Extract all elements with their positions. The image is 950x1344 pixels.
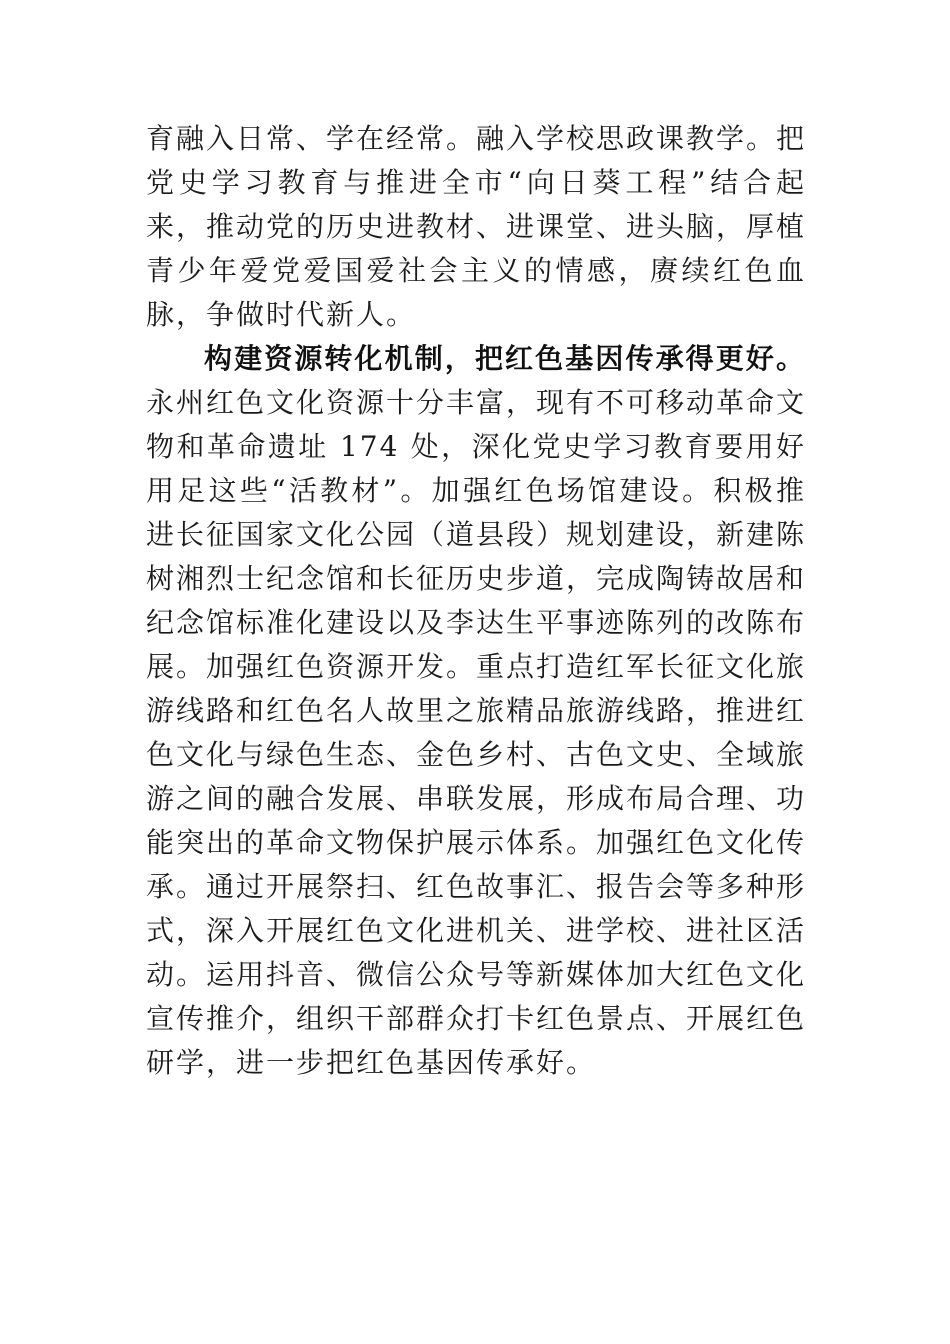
paragraph-1-text: 育融入日常、学在经常。融入学校思政课教学。把党史学习教育与推进全市“向日葵工程”结合起来，推动党的历史进教材、进课堂、进头脑，厚植青少年爱党爱国爱社会主义的情感，赓续红色血脉，争做时代新人。 <box>146 122 807 331</box>
paragraph-2-text: 永州红色文化资源十分丰富，现有不可移动革命文物和革命遗址 174 处，深化党史学习教育要用好用足这些“活教材”。加强红色场馆建设。积极推进长征国家文化公园（道县段）规划建设，新建陈树湘烈士纪念馆和长征历史步道，完成陶铸故居和纪念馆标准化建设以及李达生平事迹陈列的改陈布展。加强红色资源开发。重点打造红军长征文化旅游线路和红色名人故里之旅精品旅游线路，推进红色文化与绿色生态、金色乡村、古色文史、全域旅游之间的融合发展、串联发展，形成布局合理、功能突出的革命文物保护展示体系。加强红色文化传承。通过开展祭扫、红色故事汇、报告会等多种形式，深入开展红色文化进机关、进学校、进社区活动。运用抖音、微信公众号等新媒体加大红色文化宣传推介，组织干部群众打卡红色景点、开展红色研学，进一步把红色基因传承好。 <box>146 386 807 1079</box>
paragraph-2 <box>146 337 806 1085</box>
paragraph-1 <box>146 117 806 337</box>
paragraph-2-heading: 构建资源转化机制，把红色基因传承得更好。 <box>204 342 806 375</box>
